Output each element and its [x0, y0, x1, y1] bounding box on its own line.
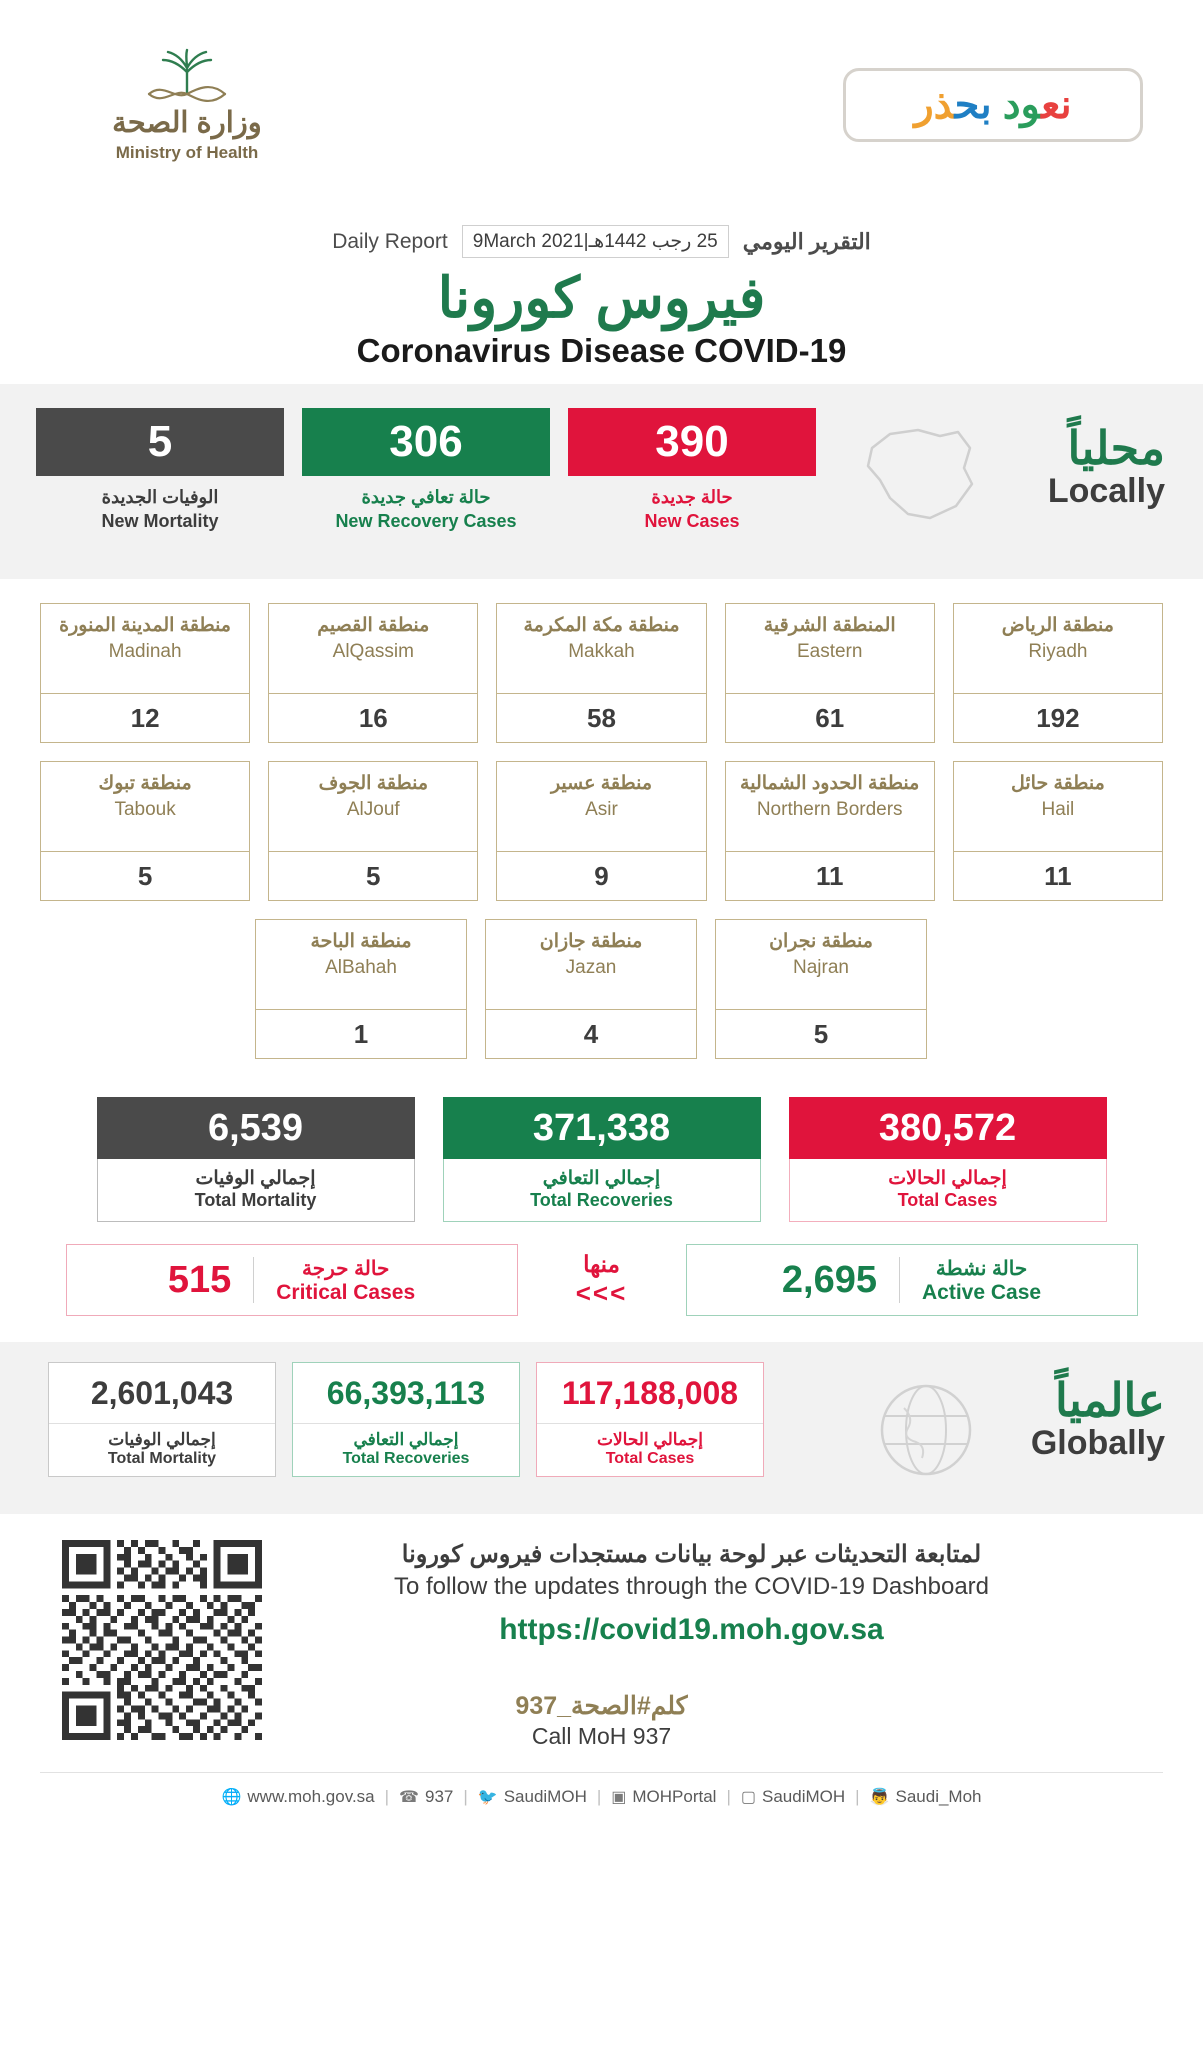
region-name-en: Jazan: [565, 957, 617, 979]
ministry-name-english: Ministry of Health: [115, 142, 259, 162]
total-mortality-label-en: Total Mortality: [194, 1190, 317, 1211]
active-cases-card: [686, 1244, 1138, 1316]
global-total-mortality-label-en: Total Mortality: [107, 1450, 217, 1468]
region-name-ar: منطقة حائل: [1011, 773, 1105, 795]
global-total-cases-card: [536, 1362, 764, 1477]
new-mortality-label-en: New Mortality: [101, 510, 219, 531]
active-cases-value: 2,695: [781, 1258, 877, 1301]
regions-grid: [0, 579, 1203, 1085]
divider: [253, 1257, 254, 1303]
region-value: 192: [1036, 702, 1080, 733]
region-name-ar: منطقة مكة المكرمة: [523, 615, 680, 637]
twitter-icon: 🐦: [477, 1789, 498, 1807]
region-value: 9: [594, 860, 609, 891]
website-text: www.moh.gov.sa: [247, 1787, 375, 1807]
twitter-link[interactable]: [478, 1787, 587, 1807]
region-name-en: Northern Borders: [756, 799, 903, 821]
new-recovery-label-en: New Recovery Cases: [335, 510, 517, 531]
total-mortality-label-ar: إجمالي الوفيات: [195, 1168, 316, 1190]
region-name-ar: منطقة الرياض: [1001, 615, 1114, 637]
title-block: [0, 225, 1203, 384]
separator: |: [596, 1787, 602, 1807]
divider: [899, 1257, 900, 1303]
separator: |: [855, 1787, 860, 1807]
global-total-mortality-value: 2,601,043: [90, 1374, 234, 1411]
instagram-link[interactable]: [741, 1787, 845, 1807]
date-row: [0, 225, 1203, 258]
saudi-arabia-map-icon: [860, 422, 978, 526]
region-name-en: Hail: [1041, 799, 1075, 821]
website-link[interactable]: [221, 1787, 374, 1807]
daily-report-label-ar: التقرير اليومي: [742, 228, 871, 254]
arrows-icon: <<<: [575, 1278, 628, 1309]
minha-label-ar: منها: [583, 1251, 620, 1278]
palm-swords-icon: [141, 48, 233, 104]
daily-report-label-en: Daily Report: [332, 229, 448, 253]
region-value: 1: [353, 1018, 369, 1049]
critical-cases-value: 515: [167, 1258, 232, 1301]
region-name-ar: منطقة الجوف: [318, 773, 428, 795]
region-card: [485, 919, 697, 1059]
globally-section: [0, 1342, 1203, 1514]
follow-text-en: To follow the updates through the COVID-19 Dashboard: [393, 1573, 990, 1601]
new-cases-label-en: New Cases: [644, 510, 740, 531]
globally-heading: [1031, 1376, 1165, 1462]
contact-bar: [40, 1772, 1163, 1825]
region-name-en: Tabouk: [114, 799, 176, 821]
snapchat-icon: 👼: [869, 1789, 890, 1807]
region-value: 11: [815, 860, 844, 891]
page-title-english: Coronavirus Disease COVID-19: [356, 332, 847, 370]
call-moh-ar: كلم#الصحة_937: [515, 1692, 688, 1721]
region-name-en: Najran: [793, 957, 849, 979]
critical-cases-label-en: Critical Cases: [276, 1280, 416, 1304]
globe-icon: 🌐: [221, 1789, 242, 1807]
globally-heading-ar: عالمياً: [1055, 1374, 1165, 1427]
critical-cases-label-ar: حالة حرجة: [302, 1257, 390, 1280]
ministry-of-health-logo: [62, 48, 312, 163]
new-cases-card: [568, 408, 816, 533]
globe-icon: [874, 1378, 978, 1482]
global-total-recoveries-value: 66,393,113: [326, 1374, 486, 1411]
region-card: [953, 603, 1163, 743]
region-card: [268, 603, 478, 743]
snapchat-text: Saudi_Moh: [895, 1787, 982, 1807]
minha-indicator: [542, 1251, 662, 1309]
instagram-icon: ▢: [740, 1789, 757, 1807]
global-total-cases-label-ar: إجمالي الحالات: [596, 1430, 704, 1450]
total-recoveries-value: 371,338: [443, 1097, 761, 1159]
total-recoveries-label-en: Total Recoveries: [530, 1190, 673, 1211]
region-name-en: Asir: [585, 799, 618, 821]
total-recoveries-card: [443, 1097, 761, 1222]
region-name-en: Madinah: [108, 641, 182, 663]
region-value: 12: [130, 702, 160, 733]
app-text: MOHPortal: [632, 1787, 717, 1807]
region-name-ar: منطقة القصيم: [317, 615, 430, 637]
separator: |: [726, 1787, 731, 1807]
region-name-ar: منطقة الباحة: [310, 931, 412, 953]
region-card: [255, 919, 467, 1059]
globally-heading-en: Globally: [1030, 1423, 1165, 1462]
region-value: 61: [815, 702, 845, 733]
global-total-recoveries-card: [292, 1362, 520, 1477]
campaign-text: نعود بحذر: [914, 83, 1072, 127]
global-total-mortality-card: [48, 1362, 276, 1477]
global-total-recoveries-label-en: Total Recoveries: [342, 1450, 470, 1468]
region-name-ar: منطقة المدينة المنورة: [59, 615, 231, 637]
new-cases-label-ar: حالة جديدة: [651, 487, 733, 508]
region-name-en: Riyadh: [1028, 641, 1088, 663]
critical-cases-card: [66, 1244, 518, 1316]
regions-row-1: [40, 603, 1163, 743]
page-title-arabic: فيروس كورونا: [437, 266, 766, 329]
global-total-mortality-label-ar: إجمالي الوفيات: [108, 1430, 216, 1450]
snapchat-link[interactable]: [870, 1787, 982, 1807]
global-total-cases-label-en: Total Cases: [605, 1450, 695, 1468]
region-card: [953, 761, 1163, 901]
twitter-text: SaudiMOH: [503, 1787, 587, 1807]
region-name-ar: منطقة جازان: [539, 931, 643, 953]
region-card: [496, 603, 706, 743]
total-cases-card: [789, 1097, 1107, 1222]
global-total-cases-value: 117,188,008: [561, 1374, 739, 1411]
region-card: [40, 603, 250, 743]
active-cases-label-ar: حالة نشطة: [935, 1257, 1028, 1280]
total-cases-label-ar: إجمالي الحالات: [888, 1168, 1007, 1190]
region-name-en: AlBahah: [325, 957, 397, 979]
campaign-badge: [843, 68, 1143, 142]
phone-link[interactable]: [399, 1787, 453, 1807]
new-mortality-label-ar: الوفيات الجديدة: [101, 487, 219, 508]
report-date: 25 رجب 1442هـ|9March 2021: [462, 225, 729, 258]
follow-text-ar: لمتابعة التحديثات عبر لوحة بيانات مستجدات فيروس كورونا: [401, 1541, 982, 1569]
region-name-en: Eastern: [796, 641, 863, 663]
total-mortality-card: [97, 1097, 415, 1222]
locally-section: [0, 384, 1203, 579]
region-value: 16: [358, 702, 388, 733]
qr-code[interactable]: [62, 1540, 262, 1740]
regions-row-2: [40, 761, 1163, 901]
phone-text: 937: [424, 1787, 454, 1807]
app-icon: ▣: [611, 1789, 627, 1807]
instagram-text: SaudiMOH: [762, 1787, 846, 1807]
active-cases-label-en: Active Case: [922, 1280, 1042, 1304]
new-mortality-value: 5: [36, 408, 284, 476]
locally-heading-en: Locally: [1047, 471, 1165, 510]
locally-heading-ar: محلياً: [1067, 422, 1165, 475]
total-cases-label-en: Total Cases: [897, 1190, 998, 1211]
region-value: 11: [1044, 860, 1072, 891]
region-name-en: Makkah: [568, 641, 635, 663]
new-mortality-card: [36, 408, 284, 533]
app-link[interactable]: [611, 1787, 716, 1807]
total-cases-value: 380,572: [789, 1097, 1107, 1159]
region-card: [725, 603, 935, 743]
globally-stats: [0, 1362, 1203, 1477]
region-name-en: AlJouf: [346, 799, 400, 821]
dashboard-url[interactable]: https://covid19.moh.gov.sa: [499, 1613, 884, 1647]
critical-active-row: [0, 1222, 1203, 1342]
region-card: [725, 761, 935, 901]
region-value: 5: [813, 1018, 829, 1049]
region-card: [40, 761, 250, 901]
region-name-ar: منطقة تبوك: [98, 773, 192, 795]
region-name-ar: منطقة عسير: [550, 773, 653, 795]
region-value: 5: [137, 860, 153, 891]
separator: |: [384, 1787, 390, 1807]
ministry-name-arabic: وزارة الصحة: [112, 107, 262, 139]
call-moh-en: Call MoH 937: [531, 1723, 672, 1750]
region-card: [496, 761, 706, 901]
new-recovery-card: [302, 408, 550, 533]
region-value: 4: [583, 1018, 599, 1049]
total-mortality-value: 6,539: [97, 1097, 415, 1159]
phone-icon: ☎: [399, 1789, 419, 1807]
region-value: 58: [587, 702, 616, 733]
region-card: [268, 761, 478, 901]
totals-row: [0, 1085, 1203, 1222]
region-name-ar: منطقة الحدود الشمالية: [740, 773, 920, 795]
locally-stats: [0, 408, 1203, 533]
separator: |: [463, 1787, 468, 1807]
new-recovery-value: 306: [302, 408, 550, 476]
new-recovery-label-ar: حالة تعافي جديدة: [361, 487, 491, 508]
region-name-en: AlQassim: [332, 641, 414, 663]
region-card: [715, 919, 927, 1059]
page-header: [0, 0, 1203, 225]
region-name-ar: منطقة نجران: [769, 931, 873, 953]
region-name-ar: المنطقة الشرقية: [763, 615, 896, 637]
page-footer: [0, 1514, 1203, 1825]
regions-row-3: [40, 919, 1163, 1059]
locally-heading: [1048, 424, 1165, 510]
global-total-recoveries-label-ar: إجمالي التعافي: [353, 1430, 459, 1450]
region-value: 5: [366, 860, 381, 891]
total-recoveries-label-ar: إجمالي التعافي: [542, 1168, 661, 1190]
new-cases-value: 390: [568, 408, 816, 476]
